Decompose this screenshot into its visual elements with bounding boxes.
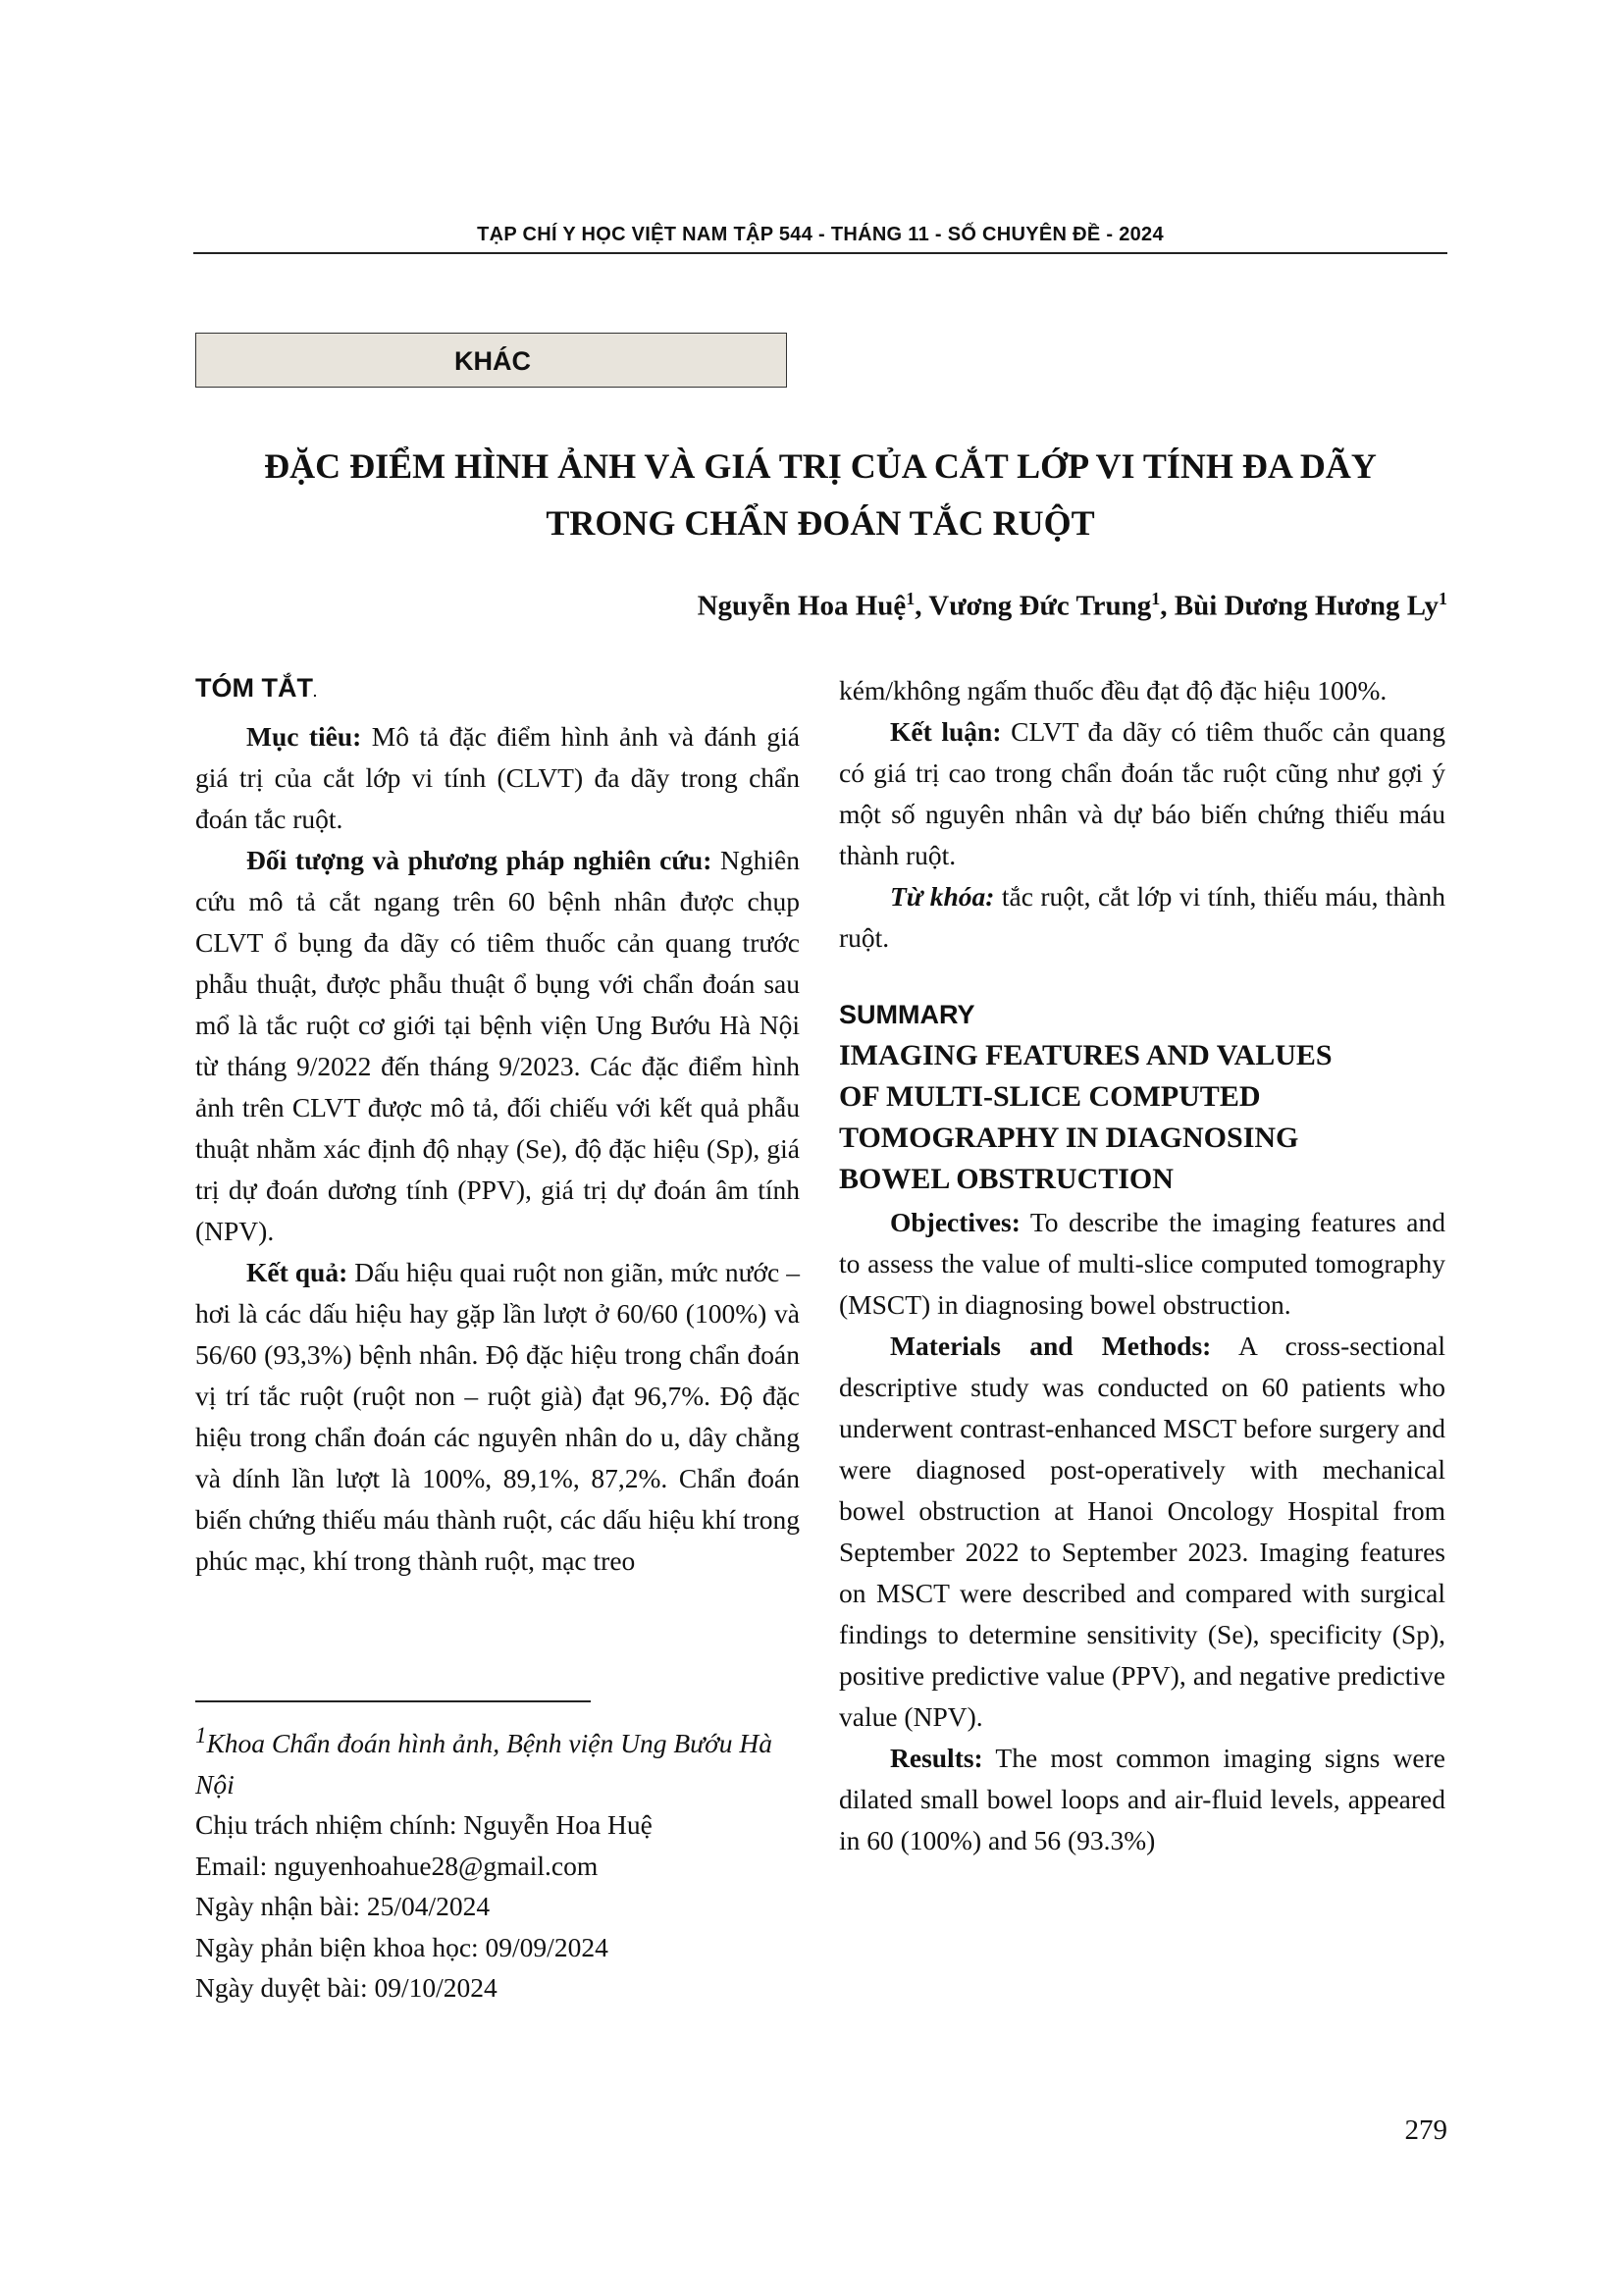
summary-title [839, 1035, 1445, 1200]
footnote-divider [195, 1700, 591, 1702]
abstract-methods: Đối tượng và phương pháp nghiên cứu: Nghiên cứu mô tả cắt ngang trên 60 bệnh nhân được chụp CLVT ổ bụng đa dãy có tiêm thuốc cản quang trước phẫu thuật, được phẫu thuật ổ bụng với chẩn đoán sau mổ là tắc ruột cơ giới tại bệnh viện Ung Bướu Hà Nội từ tháng 9/2022 đến tháng 9/2023. Các đặc điểm hình ảnh trên CLVT được mô tả, đối chiếu với kết quả phẫu thuật nhằm xác định độ nhạy (Se), độ đặc hiệu (Sp), giá trị dự đoán dương tính (PPV), giá trị dự đoán âm tính (NPV). [195, 845, 800, 1246]
abstract-objective: Mục tiêu: Mô tả đặc điểm hình ảnh và đánh giá giá trị của cắt lớp vi tính (CLVT) đa dãy trong chẩn đoán tắc ruột. [195, 721, 800, 834]
keywords-label: Từ khóa: [890, 881, 995, 912]
section-label-box [195, 333, 787, 388]
summary-heading: SUMMARY [839, 1000, 975, 1029]
article-title [193, 438, 1447, 551]
objectives-label: Objectives: [890, 1207, 1021, 1237]
summary-title-line: TOMOGRAPHY IN DIAGNOSING [839, 1122, 1299, 1154]
section-label: KHÁC [454, 346, 531, 376]
journal-header: TẠP CHÍ Y HỌC VIỆT NAM TẬP 544 - THÁNG 11 - SỐ CHUYÊN ĐỀ - 2024 [477, 224, 1164, 245]
results-label-en: Results: [890, 1743, 983, 1773]
methods-label-en: Materials and Methods: [890, 1331, 1212, 1361]
right-column [839, 670, 1445, 1861]
author-list: Nguyễn Hoa Huệ$^1$, Vương Đức Trung$^1$, Bùi Dương Hương Ly$^1$ [697, 589, 1447, 622]
left-column [195, 667, 800, 1582]
abstract-conclusion: Kết luận: CLVT đa dãy có tiêm thuốc cản quang có giá trị cao trong chẩn đoán tắc ruột cũng như gợi ý một số nguyên nhân và dự báo biến chứng thiếu máu thành ruột. [839, 716, 1445, 870]
title-line-1: ĐẶC ĐIỂM HÌNH ẢNH VÀ GIÁ TRỊ CỦA CẮT LỚP VI TÍNH ĐA DÃY [264, 446, 1377, 486]
summary-objectives: Objectives: To describe the imaging features and to assess the value of multi-slice computed tomography (MSCT) in diagnosing bowel obstruction. [839, 1207, 1445, 1320]
abstract-keywords: Từ khóa: tắc ruột, cắt lớp vi tính, thiếu máu, thành ruột. [839, 881, 1445, 953]
methods-label: Đối tượng và phương pháp nghiên cứu: [246, 845, 712, 875]
abstract-heading: TÓM TẮT. [195, 673, 317, 703]
footnote-responsible: Chịu trách nhiệm chính: Nguyễn Hoa Huệ [195, 1809, 653, 1841]
abstract-results: Kết quả: Dấu hiệu quai ruột non giãn, mức nước – hơi là các dấu hiệu hay gặp lần lượt ở 60/60 (100%) và 56/60 (93,3%) bệnh nhân. Độ đặc hiệu trong chẩn đoán vị trí tắc ruột (ruột non – ruột già) đạt 96,7%. Độ đặc hiệu trong chẩn đoán các nguyên nhân do u, dây chằng và dính lần lượt là 100%, 89,1%, 87,2%. Chẩn đoán biến chứng thiếu máu thành ruột, các dấu hiệu khí trong phúc mạc, khí trong thành ruột, mạc treo [195, 1257, 800, 1576]
author-name: Vương Đức Trung [928, 590, 1152, 622]
summary-title-line: OF MULTI-SLICE COMPUTED [839, 1080, 1261, 1113]
summary-title-line: BOWEL OBSTRUCTION [839, 1163, 1174, 1195]
footnote-affiliation: $^1$Khoa Chẩn đoán hình ảnh, Bệnh viện Ung Bướu Hà Nội [195, 1723, 773, 1800]
summary-methods: Materials and Methods: A cross-sectional descriptive study was conducted on 60 patients who underwent contrast-enhanced MSCT before surgery and were diagnosed post-operatively with mechanical bowel obstruction at Hanoi Oncology Hospital from September 2022 to September 2023. Imaging features on MSCT were described and compared with surgical findings to determine sensitivity (Se), specificity (Sp), positive predictive value (PPV), and negative predictive value (NPV). [839, 1331, 1445, 1732]
footnote-received-date: Ngày nhận bài: 25/04/2024 [195, 1891, 491, 1922]
conclusion-label: Kết luận: [890, 716, 1002, 747]
objective-label: Mục tiêu: [246, 721, 362, 752]
page-number: 279 [1404, 2114, 1447, 2146]
footnote-email: Email: nguyenhoahue28@gmail.com [195, 1850, 599, 1881]
author-affiliation: 1 [906, 589, 916, 608]
header-divider [193, 252, 1447, 254]
footnote-review-date: Ngày phản biện khoa học: 09/09/2024 [195, 1931, 608, 1962]
author-name: Bùi Dương Hương Ly [1174, 590, 1439, 622]
title-line-2: TRONG CHẨN ĐOÁN TẮC RUỘT [546, 503, 1095, 543]
footnote-accepted-date: Ngày duyệt bài: 09/10/2024 [195, 1972, 498, 2004]
author-affiliation: 1 [1439, 589, 1447, 608]
abstract-results-continued: kém/không ngấm thuốc đều đạt độ đặc hiệu 100%. [839, 675, 1388, 705]
author-affiliation: 1 [1151, 589, 1161, 608]
results-label: Kết quả: [246, 1257, 348, 1287]
summary-title-line: IMAGING FEATURES AND VALUES [839, 1039, 1333, 1071]
summary-results: Results: The most common imaging signs were dilated small bowel loops and air-fluid levels, appeared in 60 (100%) and 56 (93.3%) [839, 1743, 1445, 1855]
author-name: Nguyễn Hoa Huệ [697, 590, 907, 622]
footnotes [195, 1715, 804, 2009]
